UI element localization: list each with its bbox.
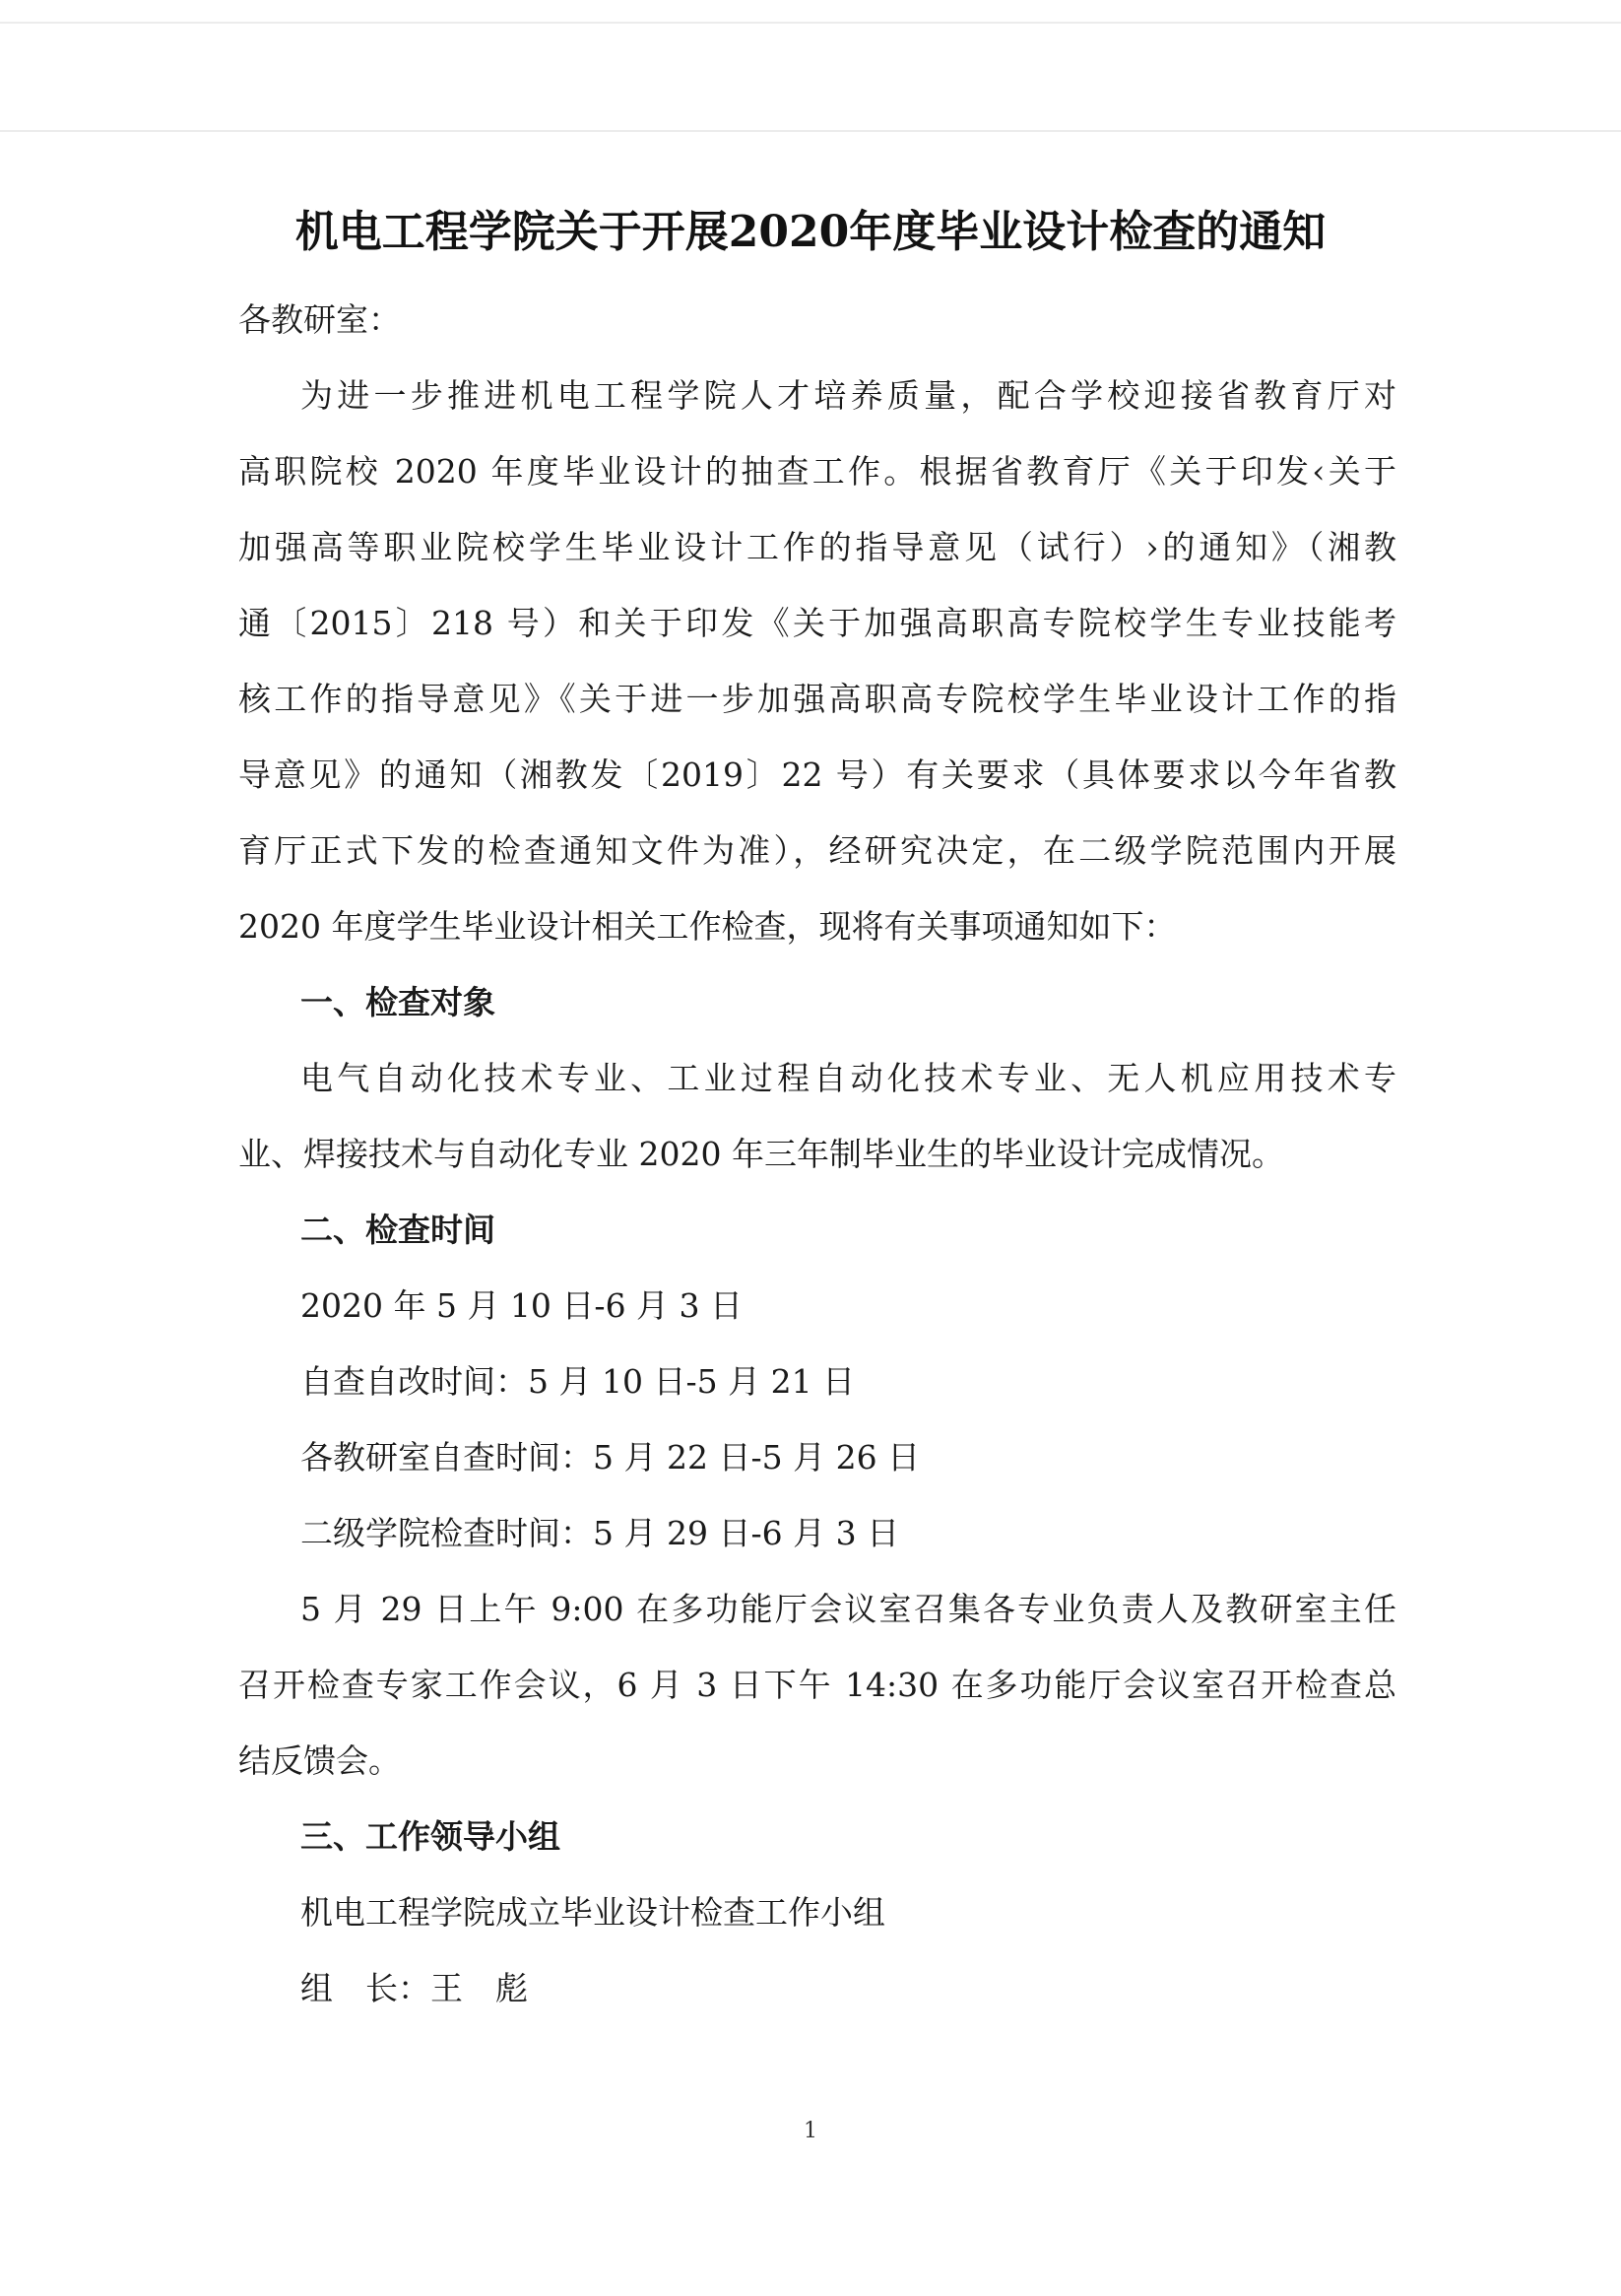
schedule-item: 各教研室自查时间：5 月 22 日-5 月 26 日 [300, 1438, 921, 1476]
scan-artifact-line [0, 130, 1621, 132]
team-leader-line: 组 长：王 彪 [300, 1969, 528, 2007]
intro-line: 加强高等职业院校学生毕业设计工作的指导意见（试行）›的通知》（湘教 [238, 528, 1396, 566]
schedule-item: 自查自改时间：5 月 10 日-5 月 21 日 [300, 1362, 856, 1401]
intro-line: 高职院校 2020 年度毕业设计的抽查工作。根据省教育厅《关于印发‹关于 [238, 452, 1396, 491]
intro-line: 育厅正式下发的检查通知文件为准），经研究决定，在二级学院范围内开展 [238, 831, 1396, 870]
meeting-line: 5 月 29 日上午 9:00 在多功能厅会议室召集各专业负责人及教研室主任 [300, 1590, 1396, 1628]
meeting-line: 结反馈会。 [238, 1741, 401, 1780]
intro-line: 导意见》的通知（湘教发〔2019〕22 号）有关要求（具体要求以今年省教 [238, 755, 1396, 794]
intro-line: 通〔2015〕218 号）和关于印发《关于加强高职高专院校学生专业技能考 [238, 604, 1396, 642]
intro-line: 2020 年度学生毕业设计相关工作检查，现将有关事项通知如下： [238, 907, 1177, 946]
scan-artifact-line [0, 22, 1621, 24]
schedule-item: 二级学院检查时间：5 月 29 日-6 月 3 日 [300, 1514, 900, 1552]
meeting-line: 召开检查专家工作会议，6 月 3 日下午 14:30 在多功能厅会议室召开检查总 [238, 1666, 1396, 1704]
salutation: 各教研室： [238, 300, 401, 339]
intro-line: 为进一步推进机电工程学院人才培养质量，配合学校迎接省教育厅对 [300, 376, 1396, 415]
section1-line: 电气自动化技术专业、工业过程自动化技术专业、无人机应用技术专 [300, 1059, 1396, 1097]
section-heading: 一、检查对象 [300, 983, 495, 1021]
schedule-item: 2020 年 5 月 10 日-6 月 3 日 [300, 1286, 744, 1325]
section-heading: 三、工作领导小组 [300, 1817, 560, 1856]
section-heading: 二、检查时间 [300, 1211, 495, 1249]
section1-line: 业、焊接技术与自动化专业 2020 年三年制毕业生的毕业设计完成情况。 [238, 1135, 1284, 1173]
intro-line: 核工作的指导意见》《关于进一步加强高职高专院校学生毕业设计工作的指 [238, 680, 1396, 718]
document-title: 机电工程学院关于开展2020年度毕业设计检查的通知 [294, 207, 1327, 257]
section3-line: 机电工程学院成立毕业设计检查工作小组 [300, 1893, 885, 1932]
page-number: 1 [804, 2119, 817, 2143]
